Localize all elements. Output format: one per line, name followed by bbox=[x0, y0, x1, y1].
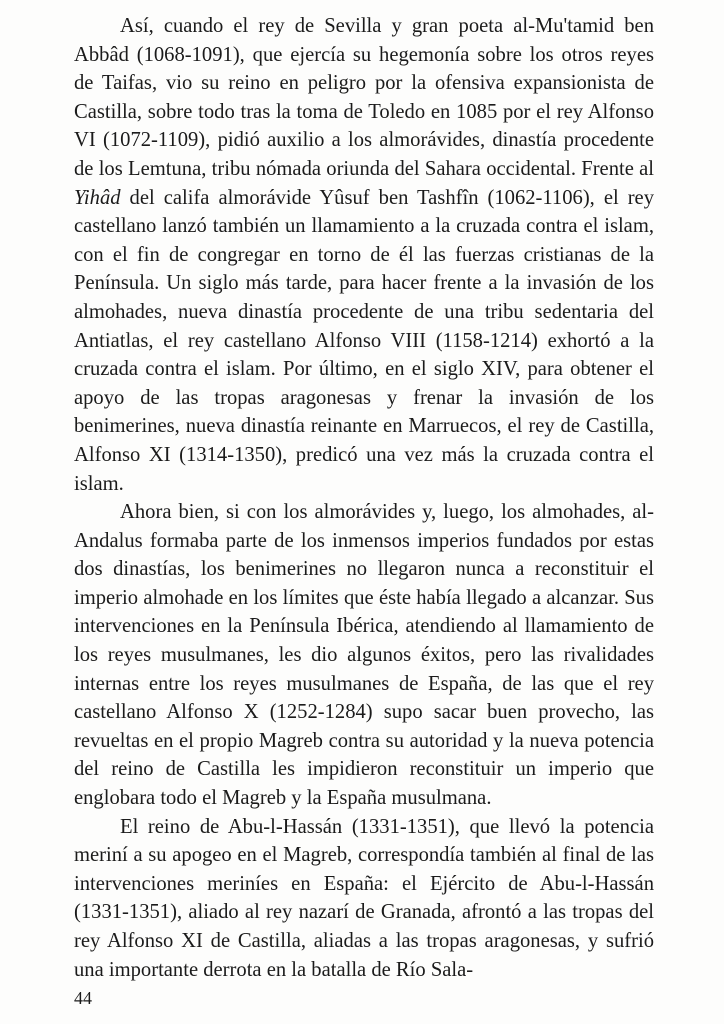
paragraph-3 bbox=[74, 813, 654, 985]
paragraph-3-text: El reino de Abu-l-Hassán (1331-1351), que llevó la potencia meriní a su apogeo en el Magreb, correspondía también al final de las intervenciones meriníes en España: el Ejército de Abu-l-Hassán (1331-1351), aliado al rey nazarí de Granada, afrontó a las tropas del rey Alfonso XI de Castilla, aliadas a las tropas aragonesas, y sufrió una importante derrota en la batalla de Río Sala- bbox=[74, 815, 654, 981]
body-text bbox=[74, 12, 654, 984]
page-number: 44 bbox=[74, 988, 92, 1008]
paragraph-1 bbox=[74, 12, 654, 498]
paragraph-1-text-b: del califa almorávide Yûsuf ben Tashfîn (1062-1106), el rey castellano lanzó también un llamamiento a la cruzada contra el islam, con el fin de congregar en torno de él las fuerzas cristianas de la Península. Un siglo más tarde, para hacer frente a la invasión de los almohades, nueva dinastía procedente de una tribu sedentaria del Antiatlas, el rey castellano Alfonso VIII (1158-1214) exhortó a la cruzada contra el islam. Por último, en el siglo XIV, para obtener el apoyo de las tropas aragonesas y frenar la invasión de los benimerines, nueva dinastía reinante en Marruecos, el rey de Castilla, Alfonso XI (1314-1350), predicó una vez más la cruzada contra el islam. bbox=[74, 186, 654, 495]
paragraph-2 bbox=[74, 498, 654, 813]
paragraph-1-italic-term: Yihâd bbox=[74, 186, 121, 209]
paragraph-1-text-a: Así, cuando el rey de Sevilla y gran poeta al-Mu'tamid ben Abbâd (1068-1091), que ejercía su hegemonía sobre los otros reyes de Taifas, vio su reino en peligro por la ofensiva expansionista de Castilla, sobre todo tras la toma de Toledo en 1085 por el rey Alfonso VI (1072-1109), pidió auxilio a los almorávides, dinastía procedente de los Lemtuna, tribu nómada oriunda del Sahara occidental. Frente al bbox=[74, 15, 654, 180]
paragraph-2-text: Ahora bien, si con los almorávides y, luego, los almohades, al-Andalus formaba parte de los inmensos imperios fundados por estas dos dinastías, los benimerines no llegaron nunca a reconstituir el imperio almohade en los límites que éste había llegado a alcanzar. Sus intervenciones en la Península Ibérica, atendiendo al llamamiento de los reyes musulmanes, les dio algunos éxitos, pero las rivalidades internas entre los reyes musulmanes de España, de las que el rey castellano Alfonso X (1252-1284) supo sacar buen provecho, las revueltas en el propio Magreb contra su autoridad y la nueva potencia del reino de Castilla les impidieron reconstituir un imperio que englobara todo el Magreb y la España musulmana. bbox=[74, 501, 654, 810]
